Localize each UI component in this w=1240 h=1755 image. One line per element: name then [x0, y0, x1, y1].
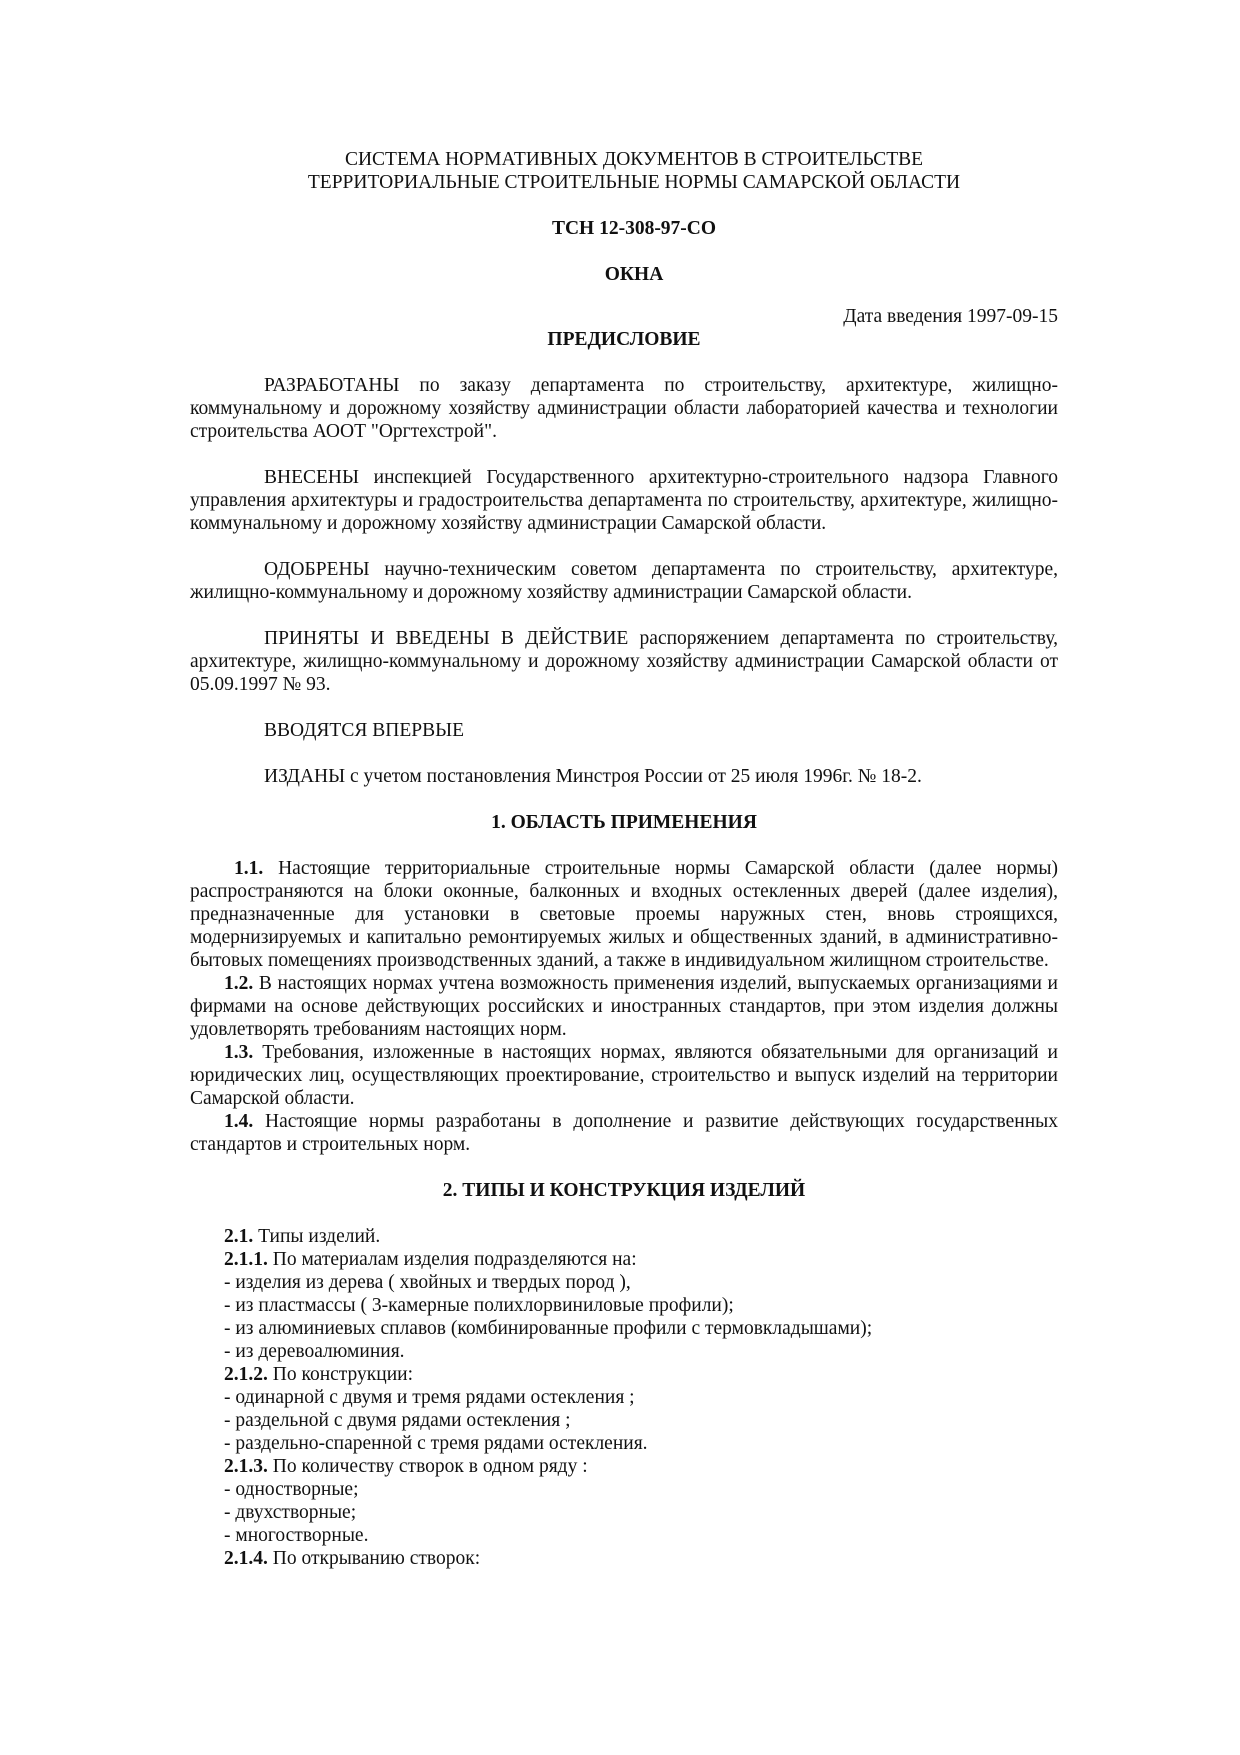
clause-number: 2.1.3. — [224, 1456, 268, 1477]
list-item-text: По материалам изделия подразделяются на: — [267, 1249, 637, 1270]
clause-number: 1.2. — [224, 973, 254, 994]
list-item — [224, 1294, 1058, 1317]
clause-1-3 — [190, 1041, 1058, 1110]
preface-paragraph: ПРИНЯТЫ И ВВЕДЕНЫ В ДЕЙСТВИЕ распоряжением департамента по строительству, архитектуре, жилищно-коммунальному и дорожному хозяйству администрации Самарской области от 05.09.1997 № 93. — [190, 628, 1058, 695]
list-item — [224, 1524, 1058, 1547]
preface-paragraph: ВНЕСЕНЫ инспекцией Государственного архитектурно-строительного надзора Главного управления архитектуры и градостроительства департамента по строительству, архитектуре, жилищно-коммунальному и дорожному хозяйству администрации Самарской области. — [190, 467, 1058, 534]
clause-number: 2.1. — [224, 1226, 254, 1247]
list-item — [224, 1248, 1058, 1271]
clause-number: 2.1.2. — [224, 1364, 268, 1385]
clause-1-4 — [190, 1110, 1058, 1156]
document-title: ОКНА — [604, 264, 664, 285]
document-header — [210, 148, 1058, 194]
list-item-text: - раздельной с двумя рядами остекления ; — [224, 1410, 571, 1431]
clause-number: 2.1.4. — [224, 1548, 268, 1569]
list-item — [224, 1478, 1058, 1501]
list-item — [224, 1317, 1058, 1340]
clause-1-2 — [190, 972, 1058, 1041]
list-item-text: - из алюминиевых сплавов (комбинированные профили с термовкладышами); — [224, 1318, 873, 1339]
list-item — [224, 1547, 1058, 1570]
list-item — [224, 1225, 1058, 1248]
list-item — [224, 1432, 1058, 1455]
list-item — [224, 1501, 1058, 1524]
section-1-title: 1. ОБЛАСТЬ ПРИМЕНЕНИЯ — [491, 812, 757, 833]
list-item-text: По открыванию створок: — [267, 1548, 481, 1569]
header-line-2: ТЕРРИТОРИАЛЬНЫЕ СТРОИТЕЛЬНЫЕ НОРМЫ САМАРСКОЙ ОБЛАСТИ — [307, 172, 961, 193]
list-item-text: По количеству створок в одном ряду : — [267, 1456, 588, 1477]
clause-number: 1.3. — [224, 1042, 254, 1063]
list-item-text: - двухстворные; — [224, 1502, 357, 1523]
list-item — [224, 1409, 1058, 1432]
preface-paragraph: РАЗРАБОТАНЫ по заказу департамента по строительству, архитектуре, жилищно-коммунальному и дорожному хозяйству администрации области лабораторией качества и технологии строительства АООТ "Оргтехстрой". — [190, 375, 1058, 442]
clause-text: Настоящие нормы разработаны в дополнение и развитие действующих государственных стандартов и строительных норм. — [190, 1111, 1058, 1155]
list-item-text: - многостворные. — [224, 1525, 369, 1546]
effective-date: Дата введения 1997-09-15 — [843, 306, 1058, 327]
list-item-text: - одностворные; — [224, 1479, 359, 1500]
list-item — [224, 1340, 1058, 1363]
document-page — [190, 148, 1058, 1570]
clause-1-1 — [190, 857, 1058, 972]
list-item-text: Типы изделий. — [253, 1226, 381, 1247]
list-item — [224, 1271, 1058, 1294]
document-code: ТСН 12-308-97-СО — [551, 218, 717, 239]
list-item-text: - из пластмассы ( 3-камерные полихлорвиниловые профили); — [224, 1295, 734, 1316]
preface-title: ПРЕДИСЛОВИЕ — [547, 329, 701, 350]
list-item-text: - изделия из дерева ( хвойных и твердых пород ), — [224, 1272, 631, 1293]
clause-text: В настоящих нормах учтена возможность применения изделий, выпускаемых организациями и фирмами на основе действующих российских и иностранных стандартов, при этом изделия должны удовлетворять требованиям настоящих норм. — [190, 973, 1058, 1040]
list-item — [224, 1455, 1058, 1478]
preface-paragraph: ВВОДЯТСЯ ВПЕРВЫЕ — [264, 720, 464, 741]
list-item-text: - одинарной с двумя и тремя рядами остекления ; — [224, 1387, 635, 1408]
list-item-text: - из деревоалюминия. — [224, 1341, 405, 1362]
list-item — [224, 1386, 1058, 1409]
clause-number: 1.1. — [234, 858, 264, 879]
clause-text: Настоящие территориальные строительные нормы Самарской области (далее нормы) распространяются на блоки оконные, балконных и входных остекленных дверей (далее изделия), предназначенные для установки в световые проемы наружных стен, вновь строящихся, модернизируемых и капитально ремонтируемых жилых и общественных зданий, в административно-бытовых помещениях производственных зданий, а также в индивидуальном жилищном строительстве. — [190, 858, 1058, 971]
list-item-text: - раздельно-спаренной с тремя рядами остекления. — [224, 1433, 648, 1454]
preface-paragraph: ИЗДАНЫ с учетом постановления Минстроя России от 25 июля 1996г. № 18-2. — [264, 766, 922, 787]
section-2-list — [190, 1225, 1058, 1570]
clause-number: 1.4. — [224, 1111, 254, 1132]
list-item — [224, 1363, 1058, 1386]
section-2-title: 2. ТИПЫ И КОНСТРУКЦИЯ ИЗДЕЛИЙ — [442, 1180, 806, 1201]
preface-paragraph: ОДОБРЕНЫ научно-техническим советом департамента по строительству, архитектуре, жилищно-коммунальному и дорожному хозяйству администрации Самарской области. — [190, 559, 1058, 603]
clause-text: Требования, изложенные в настоящих нормах, являются обязательными для организаций и юридических лиц, осуществляющих проектирование, строительство и выпуск изделий на территории Самарской области. — [190, 1042, 1058, 1109]
header-line-1: СИСТЕМА НОРМАТИВНЫХ ДОКУМЕНТОВ В СТРОИТЕЛЬСТВЕ — [344, 149, 924, 170]
list-item-text: По конструкции: — [267, 1364, 413, 1385]
clause-number: 2.1.1. — [224, 1249, 268, 1270]
